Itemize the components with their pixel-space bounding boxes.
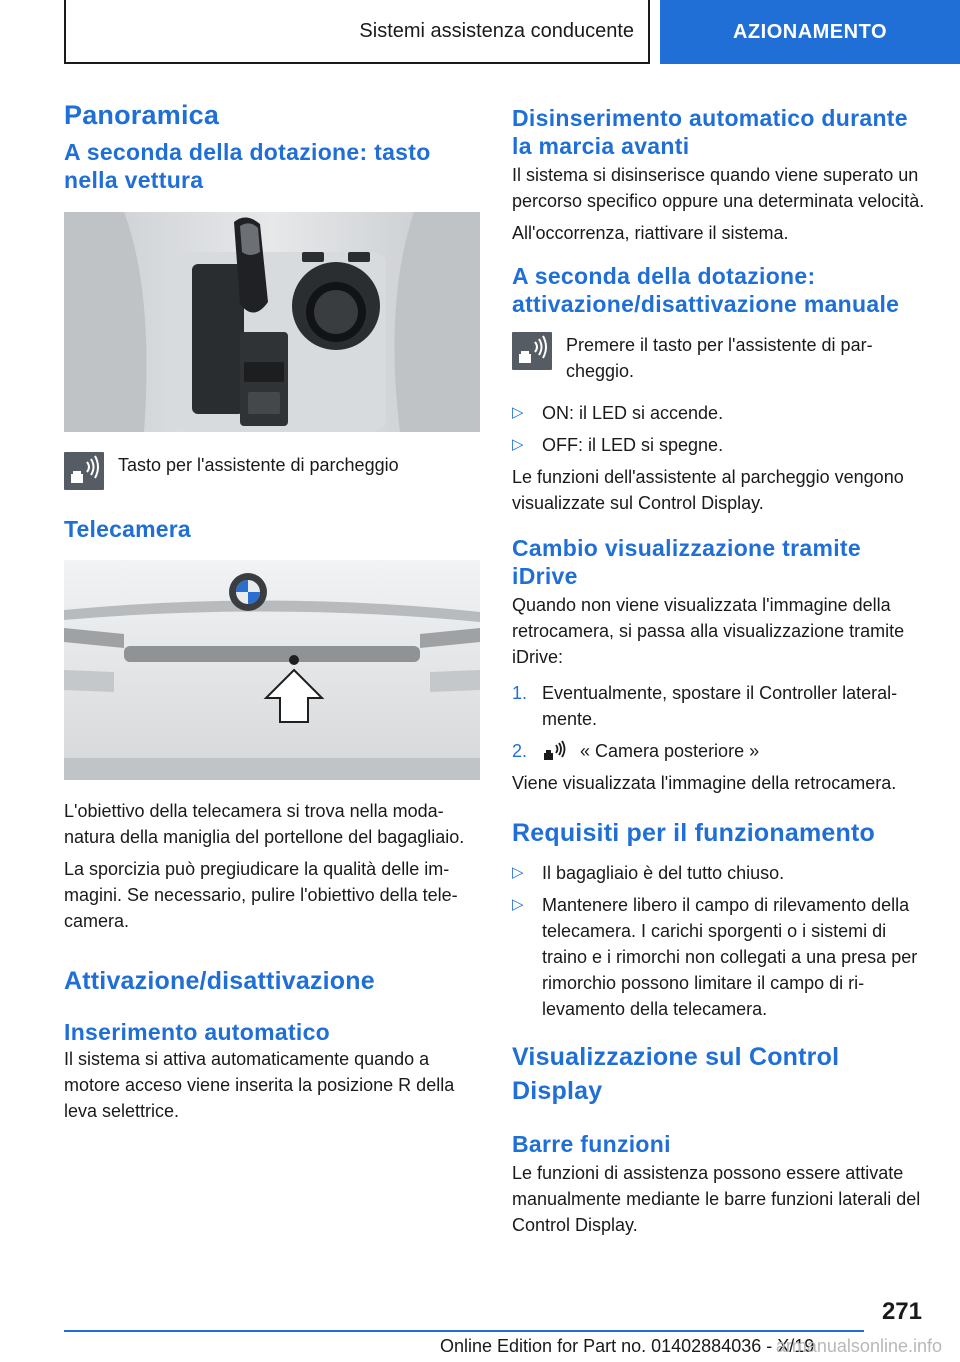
heading-panoramica: Panoramica — [64, 100, 220, 130]
manuale-list — [512, 400, 932, 458]
paragraph-funzioni: Le funzioni dell'assistente al parcheggio vengono visualizzate sul Control Display. — [512, 467, 904, 513]
heading-tasto: A seconda della dotazione: tasto nella vettura — [64, 139, 431, 193]
heading-telecamera: Telecamera — [64, 516, 191, 542]
triangle-bullet-icon: ▷ — [512, 436, 524, 453]
right-column — [512, 98, 932, 1238]
manuale-caption-row — [512, 332, 932, 384]
paragraph-viene: Viene visualizzata l'immagine della retrocamera. — [512, 773, 897, 793]
paragraph-inserimento: Il sistema si attiva automaticamente quando a motore acceso viene inserita la posizione R della leva selettrice. — [64, 1049, 455, 1121]
list-item: ▷ ON: il LED si accende. — [512, 400, 932, 426]
heading-visualizzazione: Visualizzazione sul Control Display — [512, 1043, 840, 1105]
park-distance-control-icon — [512, 332, 552, 370]
console-photo — [64, 212, 480, 432]
triangle-bullet-icon: ▷ — [512, 404, 524, 421]
paragraph-barre: Le funzioni di assistenza possono essere attivate manualmente mediante le barre funzioni laterali del Control Display. — [512, 1163, 921, 1235]
park-distance-control-icon — [64, 452, 104, 490]
requisiti-list — [512, 860, 932, 1022]
watermark: armanualsonline.info — [775, 1336, 942, 1356]
paragraph-cambio: Quando non viene visualizzata l'immagine della retrocamera, si passa alla visualizzazione tramite iDrive: — [512, 595, 905, 667]
heading-barre: Barre funzioni — [512, 1131, 671, 1157]
heading-disinserimento: Disinserimento automatico durante la marcia avanti — [512, 105, 908, 159]
list-item: ▷ Mantenere libero il campo di rilevamento della telecamera. I carichi sporgenti o i sistemi di traino e i rimorchi non collegati a una presa per rimorchio possono limitare il campo di rilevamento della telecamera. — [512, 892, 932, 1022]
steps-list — [512, 680, 932, 764]
heading-requisiti: Requisiti per il funzionamento — [512, 819, 875, 847]
manuale-caption: Premere il tasto per l'assistente di parcheggio. — [566, 335, 873, 381]
triangle-bullet-icon: ▷ — [512, 896, 524, 913]
header-chapter-title: AZIONAMENTO — [732, 20, 887, 43]
list-item: ▷ OFF: il LED si spegne. — [512, 432, 932, 458]
edition-note: Online Edition for Part no. 01402884036 - X/19 — [440, 1336, 815, 1356]
list-item: ▷ Il bagagliaio è del tutto chiuso. — [512, 860, 932, 886]
paragraph-sporcizia: La sporcizia può pregiudicare la qualità delle immagini. Se necessario, pulire l'obiettivo della telecamera. — [64, 859, 458, 931]
header-section-box — [64, 0, 650, 64]
paragraph-disinserimento: Il sistema si disinserisce quando viene superato un percorso specifico oppure una determinata velocità. — [512, 165, 925, 211]
list-item: 2. « Camera posteriore » — [512, 741, 760, 761]
triangle-bullet-icon: ▷ — [512, 864, 524, 881]
footer-divider — [64, 1330, 864, 1332]
heading-attivazione: Attivazione/disattivazione — [64, 967, 375, 995]
tasto-caption-row — [64, 452, 484, 490]
header-section-title: Sistemi assistenza conducente — [359, 19, 634, 42]
heading-inserimento: Inserimento automatico — [64, 1019, 331, 1045]
heading-cambio: Cambio visualizzazione tramite iDrive — [512, 535, 861, 589]
tasto-caption: Tasto per l'assistente di parcheggio — [118, 455, 399, 475]
paragraph-obiettivo: L'obiettivo della telecamera si trova nella modanatura della maniglia del portellone del bagagliaio. — [64, 801, 465, 847]
heading-manuale: A seconda della dotazione: attivazione/disattivazione manuale — [512, 263, 900, 317]
left-column — [64, 98, 484, 1124]
tailgate-photo — [64, 560, 480, 780]
camera-icon — [542, 740, 572, 762]
paragraph-riattivare: All'occorrenza, riattivare il sistema. — [512, 223, 789, 243]
header-chapter-tab — [660, 0, 960, 64]
page-number: 271 — [881, 1298, 922, 1325]
list-item: 1. Eventualmente, spostare il Controller lateralmente. — [512, 683, 898, 729]
